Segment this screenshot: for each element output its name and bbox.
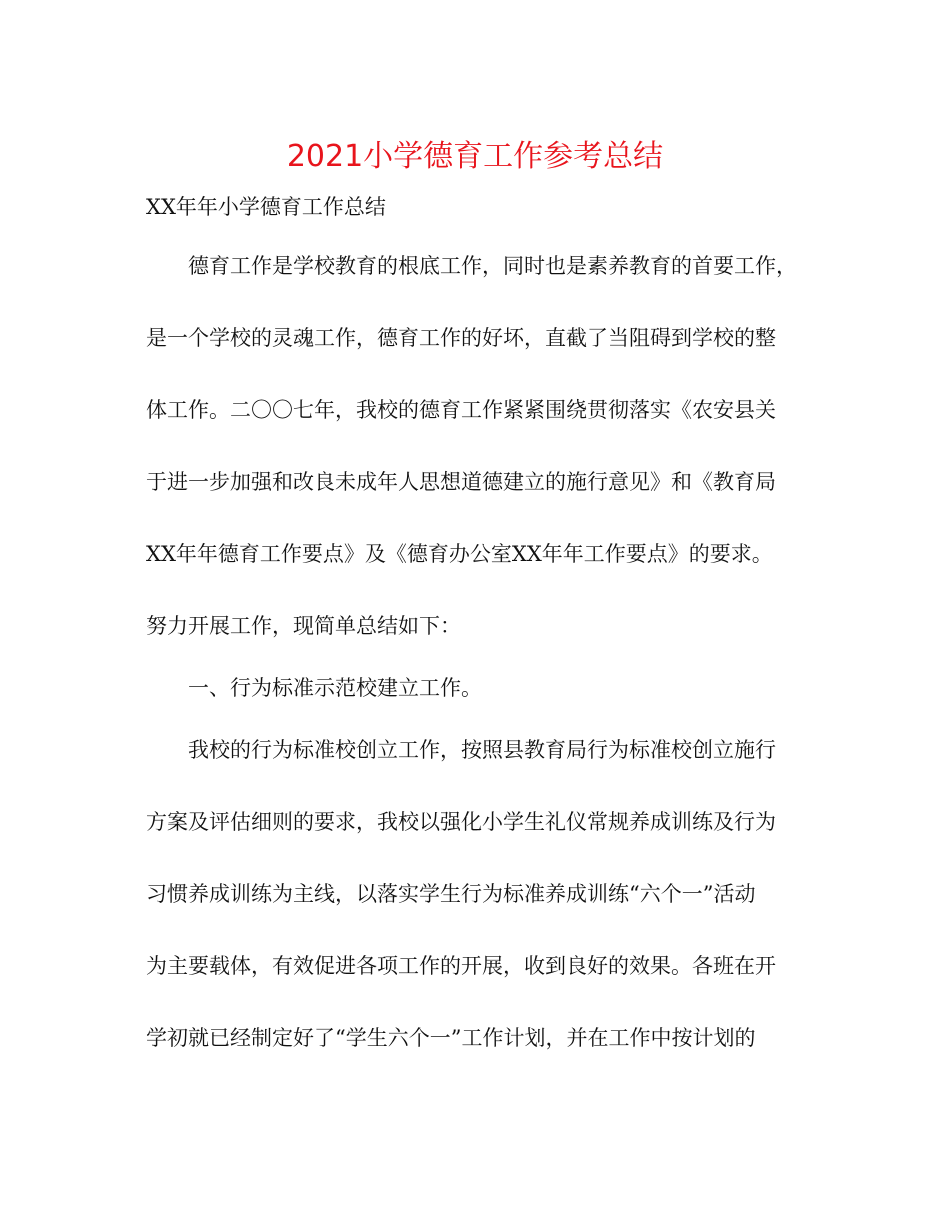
paragraph-line: 习惯养成训练为主线，以落实学生行为标准养成训练“六个一”活动 [146, 882, 756, 906]
section-heading: 一、行为标准示范校建立工作。 [188, 676, 482, 700]
paragraph-line: 体工作。二〇〇七年，我校的德育工作紧紧围绕贯彻落实《农安县关 [146, 398, 776, 422]
paragraph-line: 努力开展工作，现简单总结如下： [146, 614, 461, 638]
paragraph-line: 方案及评估细则的要求，我校以强化小学生礼仪常规养成训练及行为 [146, 810, 776, 834]
paragraph-line: 为主要载体，有效促进各项工作的开展，收到良好的效果。各班在开 [146, 954, 776, 978]
document-title: 2021小学德育工作参考总结 [286, 139, 664, 174]
document-subtitle: XX年年小学德育工作总结 [146, 195, 386, 219]
paragraph-line: 是一个学校的灵魂工作，德育工作的好坏，直截了当阻碍到学校的整 [146, 326, 776, 350]
paragraph-line: 于进一步加强和改良未成年人思想道德建立的施行意见》和《教育局 [146, 470, 776, 494]
paragraph-line: 我校的行为标准校创立工作，按照县教育局行为标准校创立施行 [188, 738, 776, 762]
paragraph-line: XX年年德育工作要点》及《德育办公室XX年年工作要点》的要求。 [146, 542, 773, 566]
paragraph-line: 学初就已经制定好了“学生六个一”工作计划，并在工作中按计划的 [146, 1026, 756, 1050]
paragraph-line: 德育工作是学校教育的根底工作，同时也是素养教育的首要工作， [188, 254, 797, 278]
